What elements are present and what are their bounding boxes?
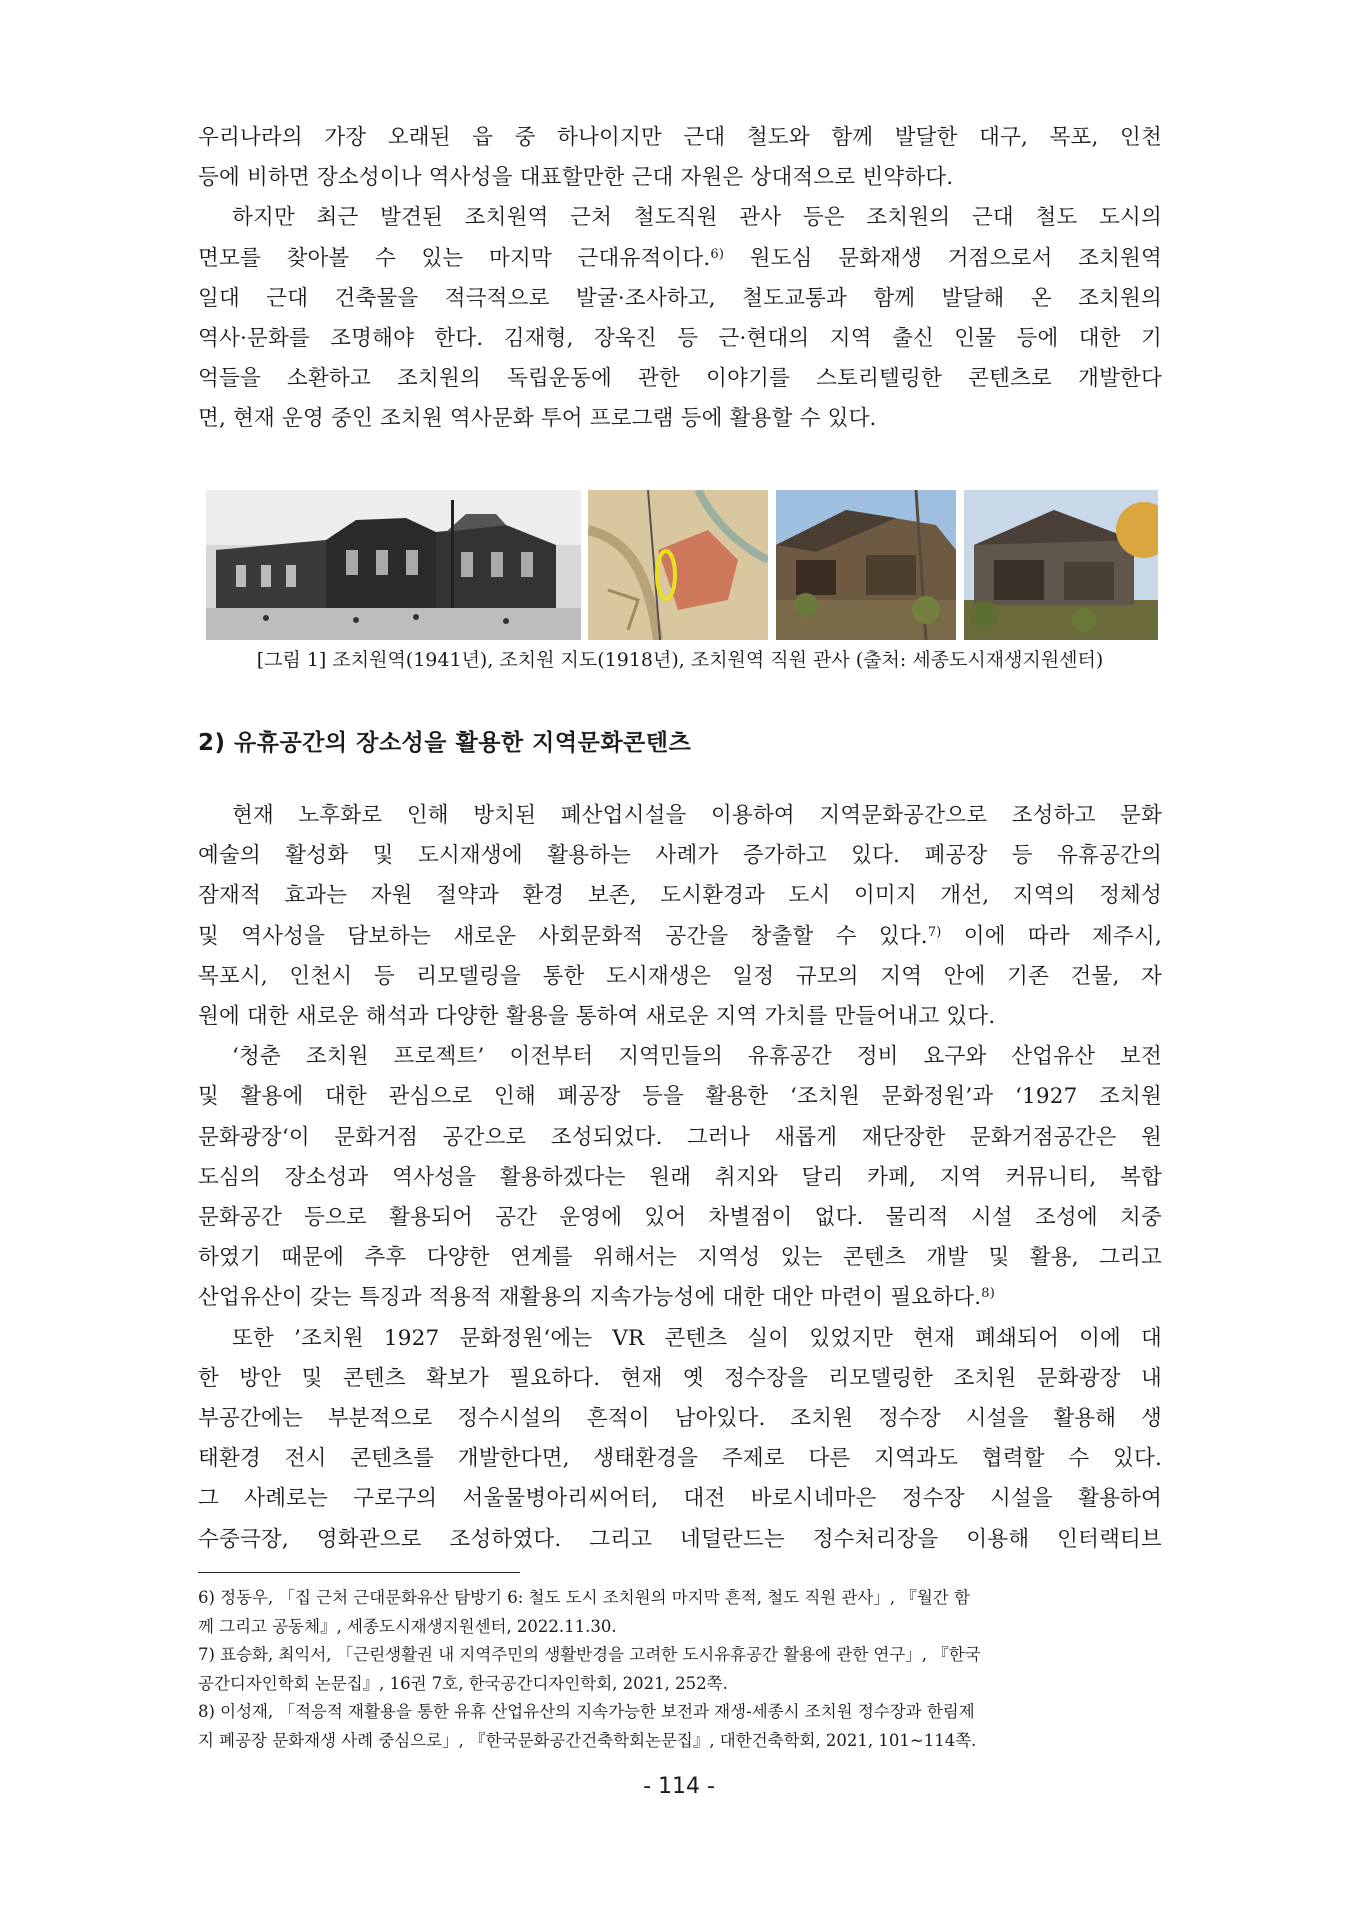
text-line: 부공간에는 부분적으로 정수시설의 흔적이 남아있다. 조치원 정수장 시설을 활용해 생: [198, 1406, 1162, 1432]
text-line: 또한 ’조치원 1927 문화정원‘에는 VR 콘텐츠 실이 있었지만 현재 폐쇄되어 이에 대: [232, 1325, 1162, 1351]
footnote-ref-8: 8): [981, 1286, 996, 1302]
text-line: 일대 근대 건축물을 적극적으로 발굴·조사하고, 철도교통과 함께 발달해 온 조치원의: [198, 285, 1162, 311]
staff-quarters-photo-1: [776, 490, 956, 640]
text-line: 수중극장, 영화관으로 조성하였다. 그리고 네덜란드는 정수처리장을 이용해 인터랙티브: [198, 1526, 1162, 1552]
text-span: 산업유산이 갖는 특징과 적용적 재활용의 지속가능성에 대한 대안 마련이 필요하다.: [198, 1285, 982, 1311]
text-line: 하였기 때문에 추후 다양한 연계를 위해서는 지역성 있는 콘텐츠 개발 및 활용, 그리고: [198, 1245, 1162, 1271]
text-line: 예술의 활성화 및 도시재생에 활용하는 사례가 증가하고 있다. 폐공장 등 유휴공간의: [198, 843, 1162, 869]
text-line: 도심의 장소성과 역사성을 활용하겠다는 원래 취지와 달리 카페, 지역 커뮤니티, 복합: [198, 1164, 1162, 1190]
paragraph-3: [198, 796, 1162, 1037]
section-heading: 2) 유휴공간의 장소성을 활용한 지역문화콘텐츠: [198, 730, 692, 756]
text-line: 잠재적 효과는 자원 절약과 환경 보존, 도시환경과 도시 이미지 개선, 지역의 정체성: [198, 883, 1162, 909]
text-line: 그 사례로는 구로구의 서울물병아리씨어터, 대전 바로시네마은 정수장 시설을 활용하여: [198, 1486, 1162, 1512]
footnote-line: 8) 이성재, 「적응적 재활용을 통한 유휴 산업유산의 지속가능한 보전과 재생-세종시 조치원 정수장과 한림제: [198, 1702, 975, 1721]
text-line: 문화광장‘이 문화거점 공간으로 조성되었다. 그러나 새롭게 재단장한 문화거점공간은 원: [198, 1124, 1162, 1150]
text-span: 이에 따라 제주시,: [941, 923, 1162, 949]
footnote-line: 6) 정동우, 「집 근처 근대문화유산 탐방기 6: 철도 도시 조치원의 마지막 흔적, 철도 직원 관사」, 『월간 함: [198, 1588, 970, 1607]
paragraph-5: [198, 1319, 1162, 1560]
body-text-top: [198, 118, 1162, 440]
text-line: 하지만 최근 발견된 조치원역 근처 철도직원 관사 등은 조치원의 근대 철도 도시의: [232, 205, 1162, 231]
text-line-with-footnote: [198, 1278, 1162, 1318]
text-line: ‘청춘 조치원 프로젝트’ 이전부터 지역민들의 유휴공간 정비 요구와 산업유산 보전: [232, 1044, 1162, 1070]
text-line: 목포시, 인천시 등 리모델링을 통한 도시재생은 일정 규모의 지역 안에 기존 건물, 자: [198, 963, 1162, 989]
text-line: 현재 노후화로 인해 방치된 폐산업시설을 이용하여 지역문화공간으로 조성하고 문화: [232, 803, 1162, 828]
footnote-separator: [198, 1572, 520, 1573]
text-line: 억들을 소환하고 조치원의 독립운동에 관한 이야기를 스토리텔링한 콘텐츠로 개발한다: [198, 366, 1162, 392]
text-line: 등에 비하면 장소성이나 역사성을 대표할만한 근대 자원은 상대적으로 빈약하다.: [198, 165, 954, 191]
paragraph-1: [198, 118, 1162, 198]
text-line: 한 방안 및 콘텐츠 확보가 필요하다. 현재 옛 정수장을 리모델링한 조치원 문화광장 내: [198, 1365, 1162, 1391]
text-line: 원에 대한 새로운 해석과 다양한 활용을 통하여 새로운 지역 가치를 만들어내고 있다.: [198, 1004, 996, 1030]
figure-caption: [그림 1] 조치원역(1941년), 조치원 지도(1918년), 조치원역 직원 관사 (출처: 세종도시재생지원센터): [256, 649, 1104, 671]
figure-1: [206, 490, 1158, 640]
body-text-bottom: [198, 796, 1162, 1560]
footnote-8: [198, 1698, 1162, 1755]
text-line: 및 활용에 대한 관심으로 인해 폐공장 등을 활용한 ‘조치원 문화정원’과 ‘1927 조치원: [198, 1084, 1162, 1110]
text-line: 면, 현재 운영 중인 조치원 역사문화 투어 프로그램 등에 활용할 수 있다.: [198, 406, 877, 432]
paragraph-2: [198, 198, 1162, 439]
footnote-line: 지 폐공장 문화재생 사례 중심으로」, 『한국문화공간건축학회논문집』, 대한건축학회, 2021, 101~114쪽.: [198, 1730, 977, 1750]
footnote-line: 7) 표승화, 최익서, 「근린생활권 내 지역주민의 생활반경을 고려한 도시유휴공간 활용에 관한 연구」, 『한국: [198, 1645, 981, 1664]
text-line: 문화공간 등으로 활용되어 공간 운영에 있어 차별점이 없다. 물리적 시설 조성에 치중: [198, 1205, 1162, 1231]
staff-quarters-photo-2: [964, 490, 1158, 640]
footnote-line: 께 그리고 공동체』, 세종도시재생지원센터, 2022.11.30.: [198, 1616, 617, 1636]
footnote-ref-6: 6): [710, 246, 725, 262]
footnotes: [198, 1584, 1162, 1755]
text-line-with-footnote: [198, 917, 1162, 957]
text-span: 면모를 찾아볼 수 있는 마지막 근대유적이다.: [198, 245, 711, 271]
station-photo-1941: [206, 490, 581, 640]
text-line: 역사·문화를 조명해야 한다. 김재형, 장욱진 등 근·현대의 지역 출신 인물 등에 대한 기: [198, 326, 1162, 352]
paragraph-4: [198, 1037, 1162, 1318]
footnote-ref-7: 7): [927, 924, 942, 940]
page-number: - 114 -: [643, 1774, 715, 1799]
footnote-6: [198, 1584, 1162, 1641]
footnote-line: 공간디자인학회 논문집』, 16권 7호, 한국공간디자인학회, 2021, 252쪽.: [198, 1673, 728, 1693]
footnote-7: [198, 1641, 1162, 1698]
map-1918: [588, 490, 768, 640]
text-span: 원도심 문화재생 거점으로서 조치원역: [724, 245, 1162, 271]
text-line: 우리나라의 가장 오래된 읍 중 하나이지만 근대 철도와 함께 발달한 대구, 목포, 인천: [198, 125, 1162, 150]
text-line: 태환경 전시 콘텐츠를 개발한다면, 생태환경을 주제로 다른 지역과도 협력할 수 있다.: [198, 1446, 1162, 1472]
text-line-with-footnote: [198, 239, 1162, 279]
text-span: 및 역사성을 담보하는 새로운 사회문화적 공간을 창출할 수 있다.: [198, 923, 928, 949]
